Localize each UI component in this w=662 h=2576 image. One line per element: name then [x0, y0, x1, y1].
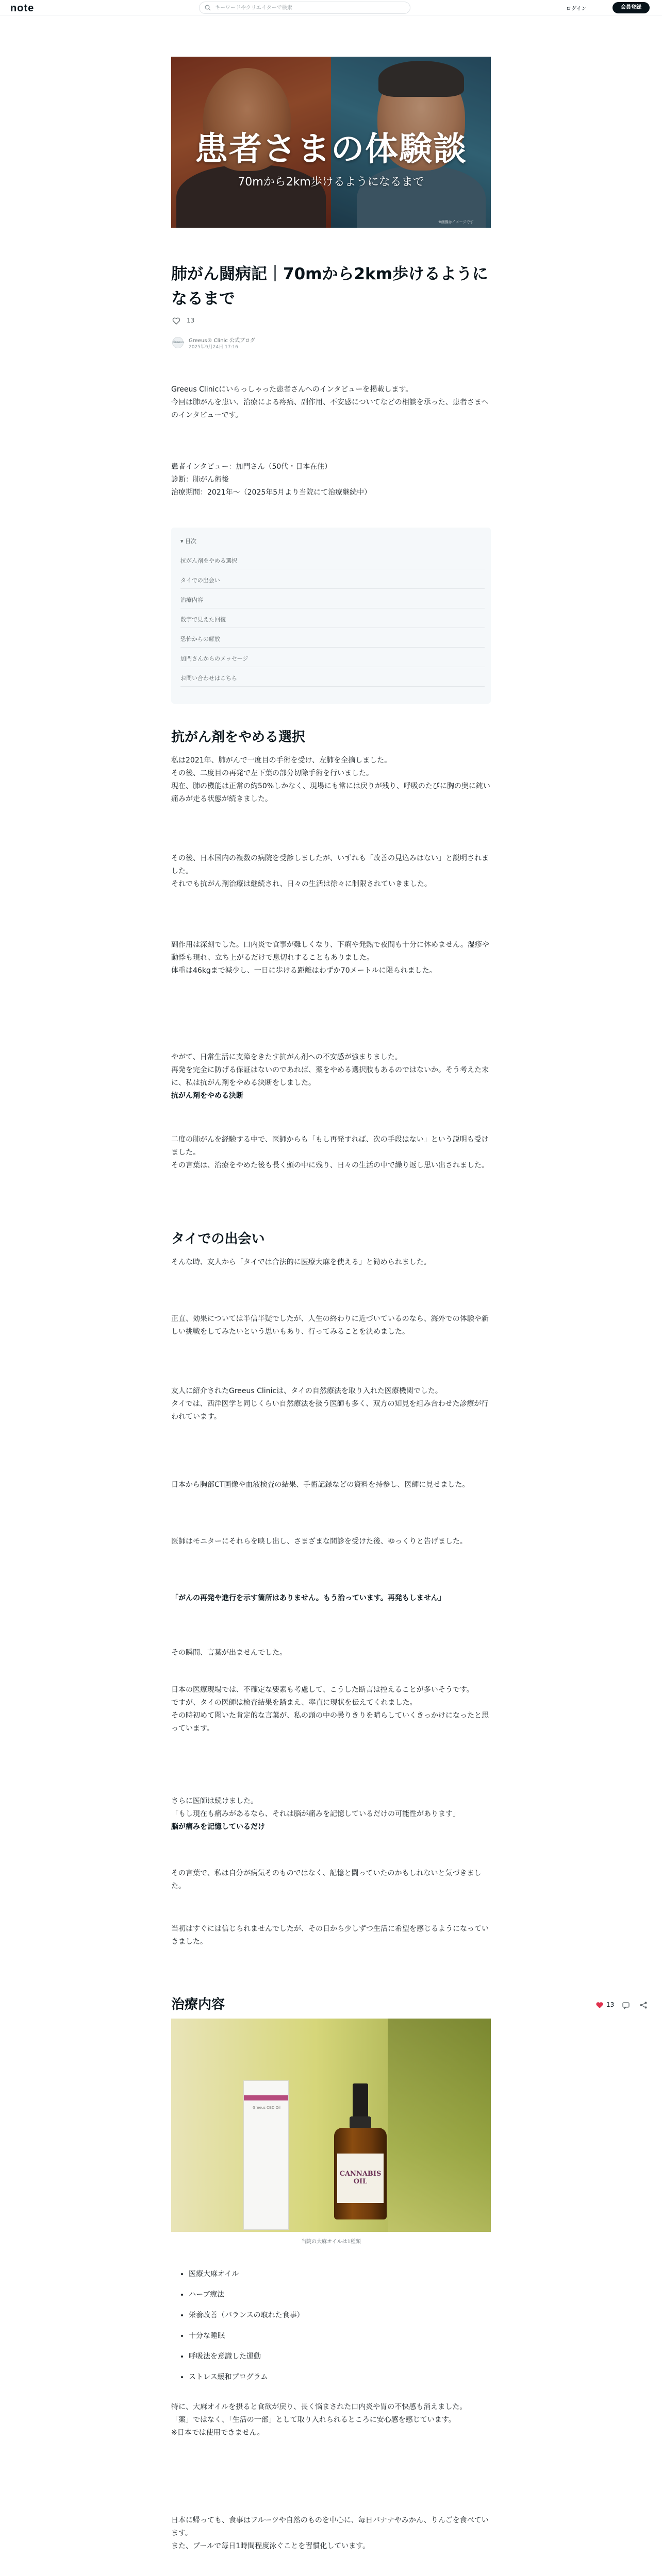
intro-line: Greeus Clinicにいらっしゃった患者さんへのインタビューを掲載します。 [171, 385, 413, 394]
text-line: 当初はすぐには信じられませんでしたが、その日から少しずつ生活に希望を感じるようになっていきました。 [171, 1925, 489, 1946]
paragraph [171, 1313, 491, 1338]
comment-icon[interactable] [622, 2001, 630, 2009]
text-line: 医師はモニターにそれらを映し出し、さまざまな間診を受けた後、ゆっくりと告げました。 [171, 1537, 467, 1546]
chevron-down-icon: ▾ [180, 538, 186, 545]
paragraph [171, 1133, 491, 1172]
text-line: 正直、効果については半信半疑でしたが、人生の終わりに近づいているのなら、海外での体験や新しい挑戦をしてみたいという思いもあり、行ってみることを決めました。 [171, 1315, 489, 1336]
floating-like-count: 13 [606, 2001, 615, 2008]
emphasis-line [171, 1090, 491, 1103]
box-label: Greeus CBD Oil [253, 2106, 280, 2110]
search-input[interactable] [215, 3, 406, 12]
hero-image [171, 57, 491, 228]
section-heading: 治療内容 [171, 1997, 225, 2012]
paragraph [171, 2401, 491, 2439]
toc-title[interactable] [180, 537, 196, 545]
heart-icon[interactable] [172, 317, 180, 325]
text-line: その瞬間、言葉が出ませんでした。 [171, 1649, 287, 1657]
patient-profile [171, 461, 491, 499]
list-item: • 栄養改善（バランスの取れた食事） [189, 2305, 491, 2326]
text-line: それでも抗がん剤治療は継続され、日々の生活は徐々に制限されていきました。 [171, 880, 432, 888]
text-line: その後、二度目の再発で左下葉の部分切除手術を行いました。 [171, 769, 373, 777]
intro-line: 今回は肺がんを患い、治療による疼痛、副作用、不安感についてなどの相談を承った、患者さまへのインタビューです。 [171, 398, 489, 419]
text-line: 私は2021年、肺がんで一度目の手術を受け、左肺を全摘しました。 [171, 756, 392, 765]
paragraph [171, 1923, 491, 1948]
quote-paragraph [171, 1592, 491, 1605]
text-line: 現在、肺の機能は正常の約50%しかなく、現場にも常には戻りが残り、呼吸のたびに胸の奥に鈍い痛みが走る状態が続きました。 [171, 782, 490, 803]
box-stripe [244, 2095, 288, 2100]
photo-background [388, 2019, 491, 2232]
paragraph [171, 2514, 491, 2553]
author-name[interactable]: Greeus® Clinic 公式ブログ [189, 338, 256, 344]
text-line: さらに医師は続けました。 [171, 1797, 258, 1805]
quote-text: 「がんの再発や進行を示す箇所はありません。もう治っています。再発もしません」 [171, 1594, 445, 1602]
like-count: 13 [187, 317, 195, 324]
text-line: その言葉で、私は自分が病気そのものではなく、記憶と闘っていたのかもしれないと気づきました。 [171, 1869, 482, 1890]
note-logo[interactable]: note [10, 3, 35, 14]
paragraph [171, 1535, 491, 1548]
text-line: 日本に帰っても、食事はフルーツや自然のものを中心に、毎日バナナやみかん、りんごを食べています。 [171, 2516, 489, 2537]
emphasis-text: 抗がん剤をやめる決断 [171, 1092, 243, 1100]
paragraph [171, 1051, 491, 1103]
hero-title: 患者さまの体験談 [195, 130, 467, 168]
product-photo [171, 2019, 491, 2232]
paragraph [171, 1647, 491, 1659]
text-line: その言葉は、治療をやめた後も長く頭の中に残り、日々の生活の中で繰り返し思い出されました。 [171, 1161, 489, 1170]
heart-icon[interactable] [595, 2001, 604, 2009]
top-bar [0, 0, 662, 15]
bottle-label-text: CANNABIS OIL [339, 2170, 382, 2185]
toc-item[interactable]: 恐怖からの解放 [180, 635, 485, 648]
search-box[interactable] [199, 2, 410, 14]
toc-item[interactable]: タイでの出会い [180, 576, 485, 589]
text-line: その時初めて聞いた肯定的な言葉が、私の頭の中の曇りきりを晴らしていくきっかけになったと思っています。 [171, 1711, 489, 1733]
intro-paragraph [171, 383, 491, 422]
text-line: 日本の医療現場では、不確定な要素も考慮して、こうした断言は控えることが多いそうです。 [171, 1686, 474, 1694]
text-line: 体重は46kgまで減少し、一日に歩ける距離はわずか70メートルに限られました。 [171, 967, 437, 975]
list-item: • ストレス緩和プログラム [189, 2367, 491, 2387]
toc-item[interactable]: 数字で見えた回復 [180, 615, 485, 628]
section-heading: 抗がん剤をやめる選択 [171, 730, 306, 745]
text-line: そんな時、友人から「タイでは合法的に医療大麻を使える」と勧められました。 [171, 1258, 431, 1266]
hero-subtitle: 70mから2km歩けるようになるまで [238, 176, 424, 189]
text-line: やがて、日常生活に支障をきたす抗がん剤への不安感が強まりました。 [171, 1053, 402, 1061]
photo-caption: 当院の大麻オイルは1種類 [301, 2239, 361, 2245]
list-item: • 十分な睡眠 [189, 2326, 491, 2346]
paragraph [171, 1867, 491, 1893]
toc-item[interactable]: 治療内容 [180, 596, 485, 608]
author-avatar-text: Greeus [173, 341, 184, 344]
post-date: 2025年9月24日 17:16 [189, 345, 238, 350]
text-line: 特に、大麻オイルを摂ると食欲が戻り、長く悩まされた口内炎や胃の不快感も消えました。 [171, 2403, 467, 2411]
toc-item[interactable]: 加門さんからのメッセージ [180, 654, 485, 667]
toc-title-label: 目次 [185, 538, 197, 545]
paragraph [171, 1795, 491, 1834]
list-item: • 呼吸法を意識した運動 [189, 2346, 491, 2367]
text-line: 再発を完全に防げる保証はないのであれば、薬をやめる選択肢もあるのではないか。そう考えた末に、私は抗がん剤をやめる決断をしました。 [171, 1066, 489, 1087]
list-item: • ハーブ療法 [189, 2284, 491, 2305]
article-title: 肺がん闘病記｜70mから2km歩けるようになるまで [171, 265, 488, 308]
profile-line: 患者インタビュー：加門さん（50代・日本在住） [171, 463, 332, 471]
toc-item[interactable]: 抗がん剤をやめる選択 [180, 556, 485, 569]
product-box [243, 2080, 289, 2230]
share-icon[interactable] [639, 2001, 648, 2009]
section-heading: タイでの出会い [171, 1231, 265, 1247]
text-line: ですが、タイの医師は検査結果を踏まえ、率直に現状を伝えてくれました。 [171, 1699, 417, 1707]
author-avatar[interactable] [172, 337, 184, 348]
paragraph [171, 852, 491, 891]
text-line: また、プールで毎日1時間程度泳ぐことを習慣化しています。 [171, 2542, 370, 2550]
paragraph [171, 1684, 491, 1735]
text-line: 日本から胸部CT画像や血液検査の結果、手術記録などの資料を持参し、医師に見せました。 [171, 1481, 470, 1489]
text-line: 「薬」ではなく、「生活の一部」として取り入れられるところに安心感を感じています。 [171, 2416, 456, 2424]
list-item: • 医療大麻オイル [189, 2264, 491, 2284]
table-of-contents [171, 528, 491, 704]
text-line: 友人に紹介されたGreeus Clinicは、タイの自然療法を取り入れた医療機関でした。 [171, 1387, 442, 1395]
text-line: その後、日本国内の複数の病院を受診しましたが、いずれも「改善の見込みはない」と説明されました。 [171, 854, 489, 875]
emphasis-line [171, 1821, 491, 1834]
paragraph [171, 754, 491, 806]
search-icon [205, 5, 211, 11]
hero-caption: ※画像はイメージです [438, 220, 474, 224]
paragraph [171, 939, 491, 977]
signup-button[interactable]: 会員登録 [613, 2, 650, 13]
dropper-cap [353, 2083, 368, 2120]
text-line: タイでは、西洋医学と同じくらい自然療法を扱う医師も多く、双方の知見を組み合わせた診療が行われています。 [171, 1400, 489, 1421]
treatment-list [181, 2264, 491, 2387]
paragraph [171, 1479, 491, 1492]
text-line: 「もし現在も痛みがあるなら、それは脳が痛みを記憶しているだけの可能性があります」 [171, 1810, 460, 1818]
text-line: 副作用は深刻でした。口内炎で食事が難しくなり、下痢や発熱で夜間も十分に休めません。湿疹や動悸も現れ、立ち上がるだけで息切れすることもありました。 [171, 941, 489, 962]
text-line: 二度の肺がんを経験する中で、医師からも「もし再発すれば、次の手段はない」という説明も受けました。 [171, 1136, 489, 1157]
profile-line: 治療期間：2021年〜（2025年5月より当院にて治療継続中） [171, 488, 372, 497]
profile-line: 診断：肺がん術後 [171, 476, 229, 484]
paragraph [171, 1256, 491, 1269]
toc-item[interactable]: お問い合わせはこちら [180, 674, 485, 687]
login-link[interactable]: ログイン [566, 6, 587, 12]
emphasis-text: 脳が痛みを記憶しているだけ [171, 1823, 265, 1831]
dropper-ring [350, 2116, 371, 2129]
text-line: ※日本では使用できません。 [171, 2429, 264, 2437]
quote-line [171, 1592, 491, 1605]
paragraph [171, 1385, 491, 1423]
